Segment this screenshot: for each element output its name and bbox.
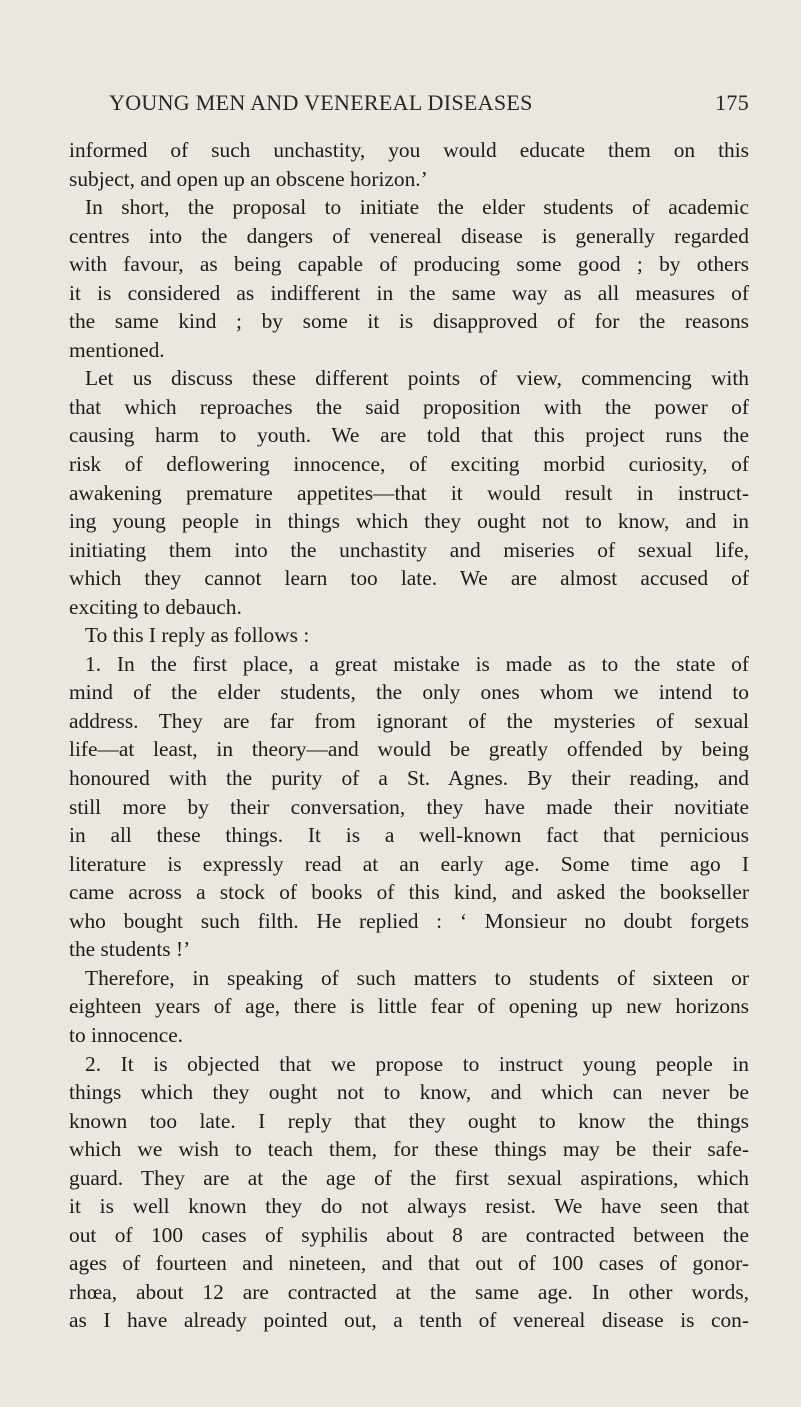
text-line: subject, and open up an obscene horizon.’ [69,166,428,191]
text-line: still more by their conversation, they have made their novitiate [69,794,749,819]
text-line: as I have already pointed out, a tenth of venereal disease is con- [69,1308,749,1333]
text-line: in all these things. It is a well-known fact that pernicious [69,823,749,848]
text-line: To this I reply as follows : [85,623,310,648]
text-line: causing harm to youth. We are told that this project runs the [69,423,749,448]
text-line: risk of deflowering innocence, of exciting morbid curiosity, of [69,452,749,477]
text-line: to innocence. [69,1022,184,1047]
text-line: literature is expressly read at an early age. Some time ago I [69,851,749,876]
text-line: centres into the dangers of venereal disease is generally regarded [69,223,749,248]
text-line: address. They are far from ignorant of the mysteries of sexual [69,708,749,733]
text-line: informed of such unchastity, you would educate them on this [69,138,749,162]
text-line: rhœa, about 12 are contracted at the same age. In other words, [69,1279,749,1304]
running-head-title: YOUNG MEN AND VENEREAL DISEASES [109,90,533,115]
text-line: guard. They are at the age of the first sexual aspirations, which [69,1165,749,1190]
text-line: eighteen years of age, there is little fear of opening up new horizons [69,994,749,1019]
text-line: 2. It is objected that we propose to instruct young people in [85,1051,749,1076]
text-line: which we wish to teach them, for these things may be their safe- [69,1137,749,1162]
text-line: life—at least, in theory—and would be greatly offended by being [69,737,749,762]
text-line: Therefore, in speaking of such matters to students of sixteen or [85,965,749,990]
text-line: Let us discuss these different points of view, commencing with [85,366,749,391]
text-line: who bought such filth. He replied : ‘ Monsieur no doubt forgets [69,908,749,933]
text-line: with favour, as being capable of producing some good ; by others [69,252,749,277]
text-line: the students !’ [69,937,191,962]
text-line: mentioned. [69,337,165,362]
text-line: exciting to debauch. [69,594,242,619]
text-line: In short, the proposal to initiate the elder students of academic [85,195,749,220]
text-line: ages of fourteen and nineteen, and that out of 100 cases of gonor- [69,1251,749,1276]
text-line: that which reproaches the said proposition with the power of [69,394,749,419]
text-line: initiating them into the unchastity and miseries of sexual life, [69,537,749,562]
text-line: it is well known they do not always resist. We have seen that [69,1194,749,1219]
text-line: mind of the elder students, the only ones whom we intend to [69,680,749,705]
running-head [109,90,749,120]
text-line: it is considered as indifferent in the same way as all measures of [69,280,749,305]
text-line: things which they ought not to know, and which can never be [69,1080,749,1105]
body-text [69,136,749,1335]
text-line: came across a stock of books of this kind, and asked the bookseller [69,880,749,905]
text-line: honoured with the purity of a St. Agnes. By their reading, and [69,766,749,791]
page-number: 175 [715,90,749,115]
text-line: 1. In the first place, a great mistake is made as to the state of [85,651,749,676]
text-line: awakening premature appetites—that it would result in instruct- [69,480,749,505]
text-line: ing young people in things which they ought not to know, and in [69,509,749,534]
text-line: out of 100 cases of syphilis about 8 are contracted between the [69,1222,749,1247]
text-line: which they cannot learn too late. We are almost accused of [69,566,749,591]
text-line: known too late. I reply that they ought to know the things [69,1108,749,1133]
text-line: the same kind ; by some it is disapproved of for the reasons [69,309,749,334]
